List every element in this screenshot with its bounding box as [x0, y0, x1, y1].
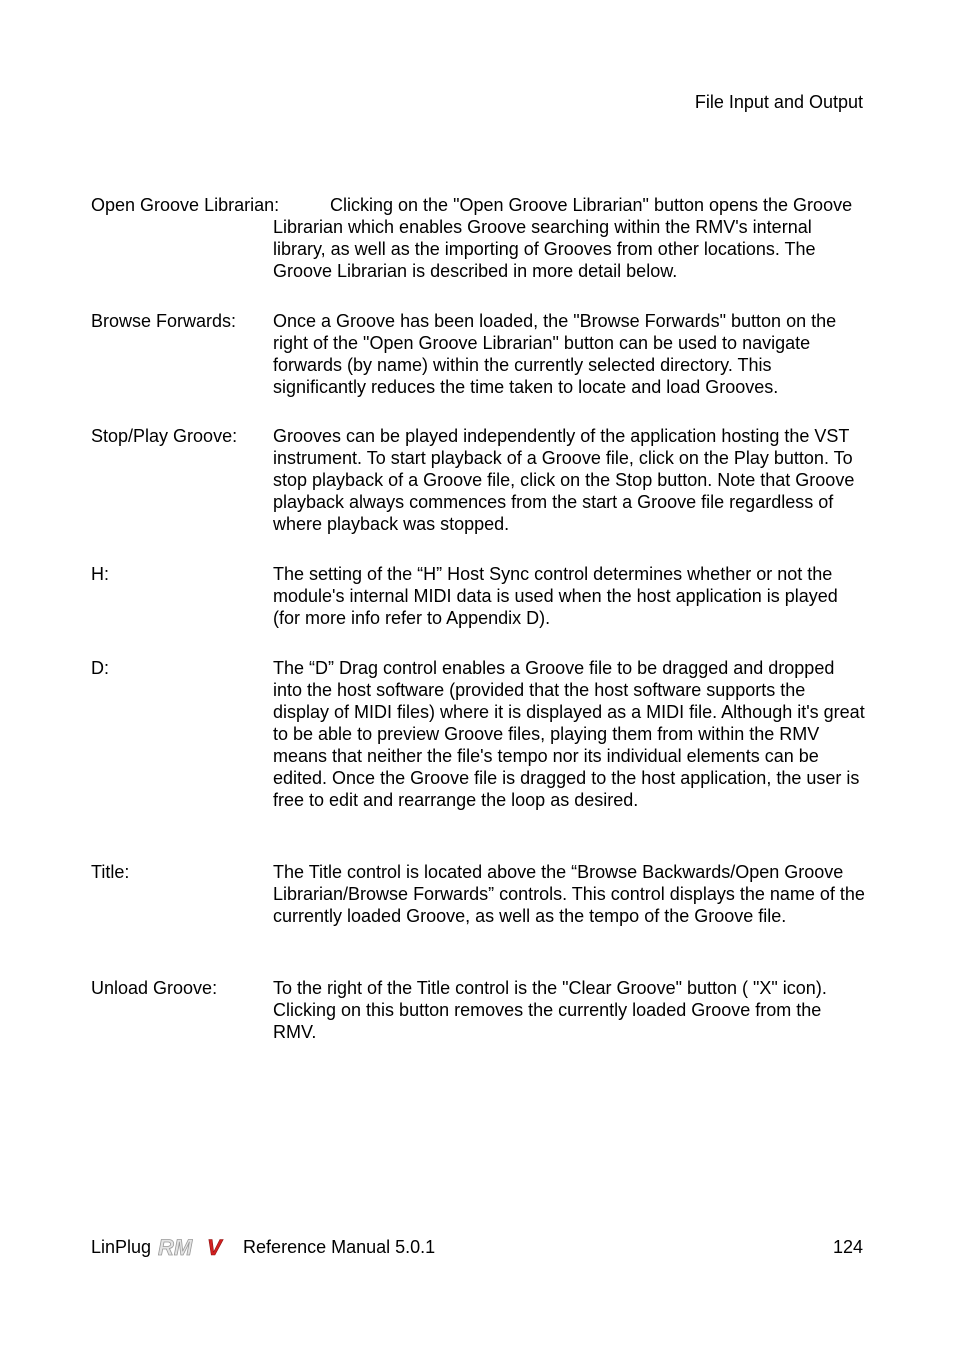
page-number: 124 — [832, 1237, 863, 1257]
entry-description: Once a Groove has been loaded, the "Browse Forwards" button on the right of the "Open Groove Librarian" button can be used to navigate forwards (by name) within the currently selected directory. This significantly reduces the time taken to locate and load Grooves. — [273, 311, 837, 397]
entry-term: Browse Forwards: — [91, 311, 237, 331]
entry-description: The setting of the “H” Host Sync control determines whether or not the module's internal MIDI data is used when the host application is played (for more info refer to Appendix D). — [273, 564, 838, 628]
entry-term: Unload Groove: — [91, 978, 218, 998]
entry-term: Title: — [91, 862, 130, 882]
svg-text:RM: RM — [158, 1236, 193, 1258]
entry-description: Grooves can be played independently of the application hosting the VST instrument. To start playback of a Groove file, click on the Play button. To stop playback of a Groove file, click on the Stop button. Note that Groove playback always commences from the start a Groove file regardless of where playback was stopped. — [273, 426, 855, 534]
entry-description: The Title control is located above the “Browse Backwards/Open Groove Librarian/Browse Forwards” controls. This control displays the name of the currently loaded Groove, as well as the tempo of the Groove file. — [273, 862, 865, 926]
entry-term: H: — [91, 564, 109, 584]
entry-term: Stop/Play Groove: — [91, 426, 238, 446]
entry-description: To the right of the Title control is the "Clear Groove" button ( "X" icon). Clicking on this button removes the currently loaded Groove from the RMV. — [273, 978, 827, 1042]
entry-term: Open Groove Librarian: — [91, 195, 280, 215]
svg-text:V: V — [207, 1236, 222, 1258]
page-footer — [91, 1236, 863, 1260]
entry-term: D: — [91, 658, 109, 678]
footer-brand: LinPlug — [91, 1237, 152, 1257]
entry-description: Clicking on the "Open Groove Librarian" button opens the Groove Librarian which enables Groove searching within the RMV's internal library, as well as the importing of Grooves from other locations. The Groove Librarian is described in more detail below. — [273, 195, 853, 281]
footer-left — [91, 1236, 435, 1258]
footer-manual-title: Reference Manual 5.0.1 — [243, 1237, 436, 1257]
section-title: File Input and Output — [694, 92, 863, 112]
rmv-logo-icon — [157, 1236, 237, 1258]
entry-description: The “D” Drag control enables a Groove file to be dragged and dropped into the host software (provided that the host software supports the display of MIDI files) where it is displayed as a MIDI file. Although it's great to be able to preview Groove files, playing them from within the RMV means that neither the file's tempo nor its individual elements can be edited. Once the Groove file is dragged to the host application, the user is free to edit and rearrange the loop as desired. — [273, 658, 865, 810]
